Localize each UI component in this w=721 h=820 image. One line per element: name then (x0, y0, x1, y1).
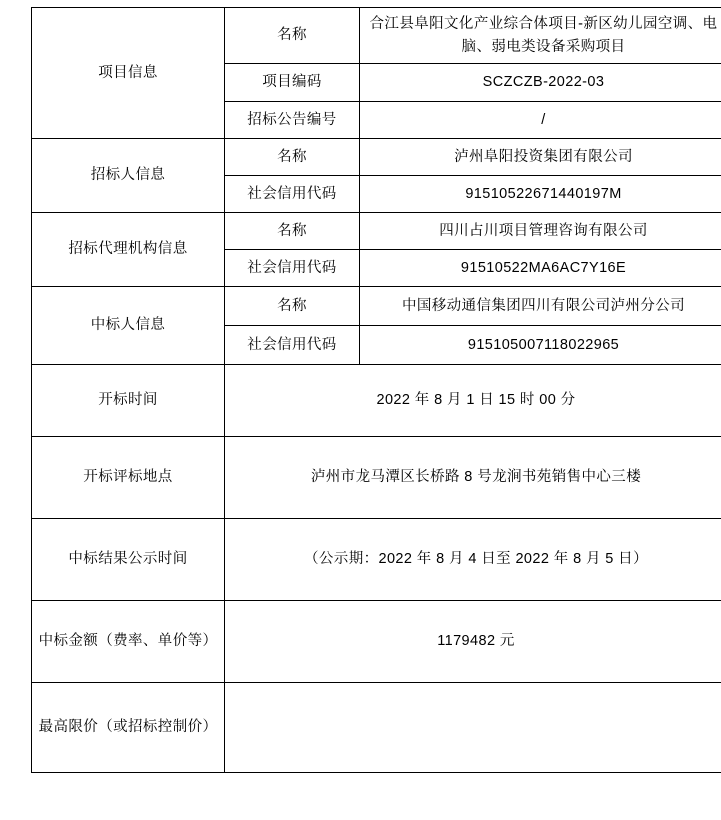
row-value-agency-credit: 91510522MA6AC7Y16E (360, 250, 721, 287)
row-value-opening-place: 泸州市龙马潭区长桥路 8 号龙涧书苑销售中心三楼 (225, 437, 721, 519)
table-row (32, 601, 721, 683)
table-row (32, 519, 721, 601)
row-sublabel-project-name: 名称 (225, 8, 360, 64)
table-row (32, 8, 721, 64)
row-value-project-name: 合江县阜阳文化产业综合体项目-新区幼儿园空调、电脑、弱电类设备采购项目 (360, 8, 721, 64)
row-label-agency-info: 招标代理机构信息 (32, 213, 225, 287)
row-sublabel-tenderer-name: 名称 (225, 139, 360, 176)
row-value-max-price (225, 683, 721, 773)
row-value-winner-credit: 915105007118022965 (360, 326, 721, 365)
table-row (32, 365, 721, 437)
row-value-publicity-period: （公示期：2022 年 8 月 4 日至 2022 年 8 月 5 日） (225, 519, 721, 601)
row-value-tenderer-name: 泸州阜阳投资集团有限公司 (360, 139, 721, 176)
row-value-agency-name: 四川占川项目管理咨询有限公司 (360, 213, 721, 250)
row-label-opening-time: 开标时间 (32, 365, 225, 437)
table-row (32, 213, 721, 250)
bid-result-table (31, 7, 721, 773)
row-label-winner-info: 中标人信息 (32, 287, 225, 365)
row-value-opening-time: 2022 年 8 月 1 日 15 时 00 分 (225, 365, 721, 437)
row-sublabel-winner-name: 名称 (225, 287, 360, 326)
row-sublabel-project-code: 项目编码 (225, 64, 360, 102)
row-label-tenderer-info: 招标人信息 (32, 139, 225, 213)
row-label-winning-amount: 中标金额（费率、单价等） (32, 601, 225, 683)
row-label-project-info: 项目信息 (32, 8, 225, 139)
row-value-winning-amount: 1179482 元 (225, 601, 721, 683)
row-sublabel-agency-name: 名称 (225, 213, 360, 250)
table-row (32, 683, 721, 773)
row-label-max-price: 最高限价（或招标控制价） (32, 683, 225, 773)
row-sublabel-winner-credit: 社会信用代码 (225, 326, 360, 365)
row-label-opening-place: 开标评标地点 (32, 437, 225, 519)
table-row (32, 287, 721, 326)
table-row (32, 437, 721, 519)
row-value-tenderer-credit: 91510522671440197M (360, 176, 721, 213)
table-body (32, 8, 721, 773)
row-value-project-code: SCZCZB-2022-03 (360, 64, 721, 102)
row-value-notice-number: / (360, 102, 721, 139)
row-label-publicity-period: 中标结果公示时间 (32, 519, 225, 601)
document-page (0, 7, 721, 820)
table-row (32, 139, 721, 176)
row-sublabel-tenderer-credit: 社会信用代码 (225, 176, 360, 213)
row-value-winner-name: 中国移动通信集团四川有限公司泸州分公司 (360, 287, 721, 326)
row-sublabel-agency-credit: 社会信用代码 (225, 250, 360, 287)
row-sublabel-notice-number: 招标公告编号 (225, 102, 360, 139)
